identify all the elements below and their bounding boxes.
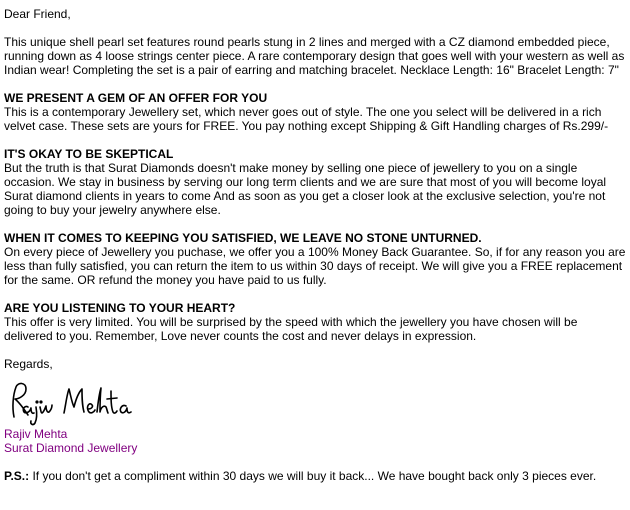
section-body: But the truth is that Surat Diamonds doesn't make money by selling one piece of jewellery to you on a single occasion. We stay in business by serving our long term clients and we are sure that most of you will become loyal Surat diamond clients in years to come And as soon as you get a closer look at the exclusive selection, you're not going to buy your jewelry anywhere else. [4,161,607,217]
intro-paragraph: This unique shell pearl set features round pearls stung in 2 lines and merged with a CZ diamond embedded piece, running down as 4 loose strings center piece. A rare contemporary design that goes well with your western as well as Indian wear! Completing the set is a pair of earring and matching bracelet. Necklace Length: 16" Bracelet Length: 7" [4,35,625,77]
section-heading: IT'S OKAY TO BE SKEPTICAL [4,147,174,161]
section-offer [4,91,626,133]
postscript-label: P.S.: [4,469,30,483]
signer-company: Surat Diamond Jewellery [4,441,138,455]
greeting: Dear Friend, [4,7,71,21]
section-body: This offer is very limited. You will be surprised by the speed with which the jewellery you have chosen will be delivered to you. Remember, Love never counts the cost and never delays in expression. [4,315,578,343]
section-satisfaction [4,231,626,287]
section-heading: ARE YOU LISTENING TO YOUR HEART? [4,301,236,315]
section-heading: WE PRESENT A GEM OF AN OFFER FOR YOU [4,91,268,105]
signer-name: Rajiv Mehta [4,427,68,441]
letter [4,7,626,483]
section-body: On every piece of Jewellery you puchase, we offer you a 100% Money Back Guarantee. So, if for any reason you are less than fully satisfied, you can return the item to us within 30 days of receipt. We will give you a FREE replacement for the same. OR refund the money you have paid to us fully. [4,245,626,287]
section-skeptical [4,147,626,217]
postscript [4,469,626,483]
section-body: This is a contemporary Jewellery set, which never goes out of style. The one you select will be delivered in a rich velvet case. These sets are yours for FREE. You pay nothing except Shipping & Gift Handling charges of Rs.299/- [4,105,609,133]
section-heart [4,301,626,343]
postscript-text: If you don't get a compliment within 30 days we will buy it back... We have bought back only 3 pieces ever. [32,469,597,483]
handwritten-signature [4,379,144,427]
closing: Regards, [4,357,53,371]
section-heading: WHEN IT COMES TO KEEPING YOU SATISFIED, WE LEAVE NO STONE UNTURNED. [4,231,482,245]
